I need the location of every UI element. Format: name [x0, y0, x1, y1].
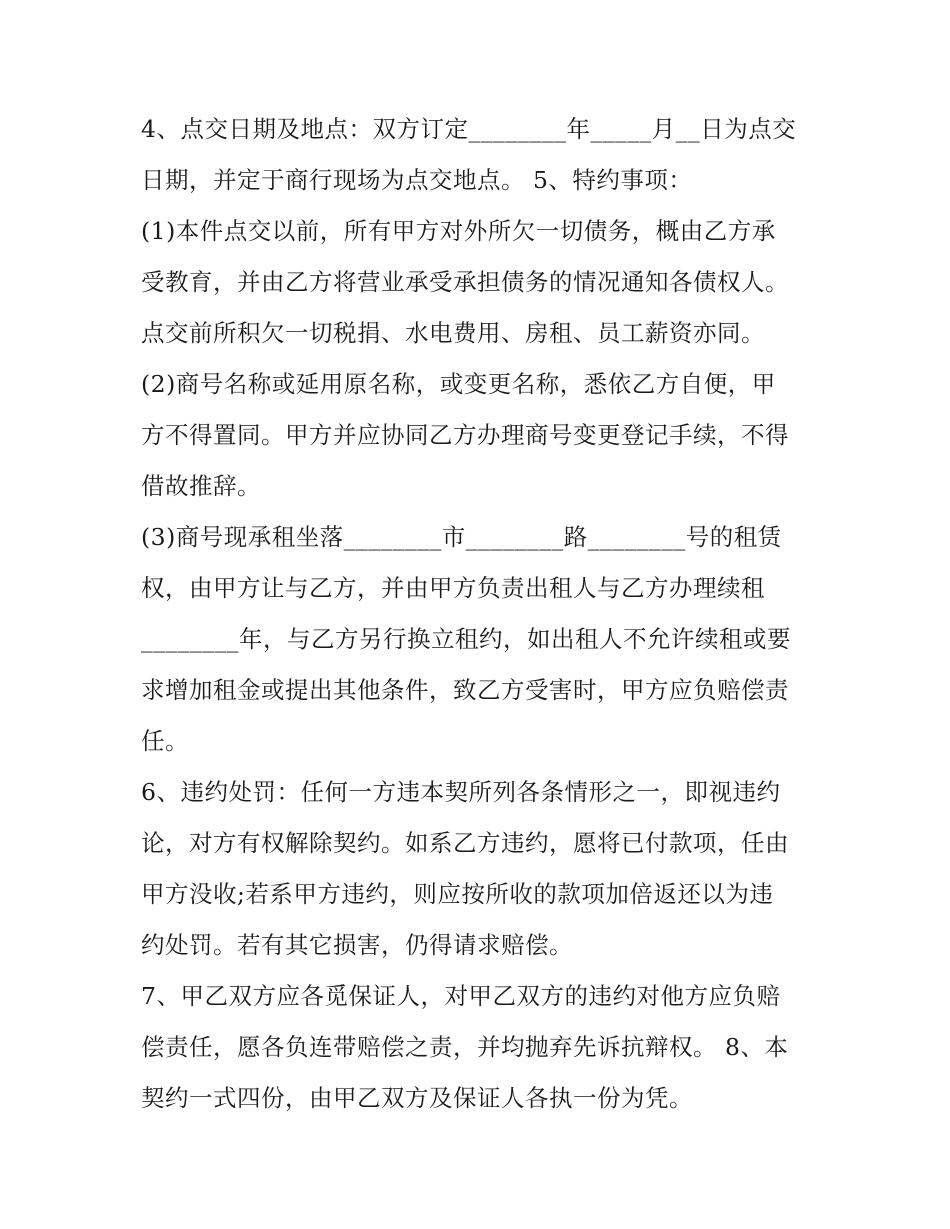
text-line: 任。 — [141, 727, 189, 755]
text-line: 权，由甲方让与乙方，并由甲方负责出租人与乙方办理续租 — [141, 574, 765, 602]
text-line: 受教育，并由乙方将营业承受承担债务的情况通知各债权人。 — [141, 268, 789, 296]
clause-4-delivery — [141, 104, 821, 206]
text-line: 日期，并定于商行现场为点交地点。 5、特约事项： — [141, 166, 693, 194]
text-line: 4、点交日期及地点：双方订定________年_____月__日为点交 — [141, 115, 797, 143]
text-line: 契约一式四份，由甲乙双方及保证人各执一份为凭。 — [141, 1084, 693, 1112]
text-line: 求增加租金或提出其他条件，致乙方受害时，甲方应负赔偿责 — [141, 676, 789, 704]
clause-6-penalty — [141, 767, 821, 971]
document-body — [141, 104, 821, 1124]
text-line: 论，对方有权解除契约。如系乙方违约，愿将已付款项，任由 — [141, 829, 789, 857]
text-line: 借故推辞。 — [141, 472, 261, 500]
text-line: (1)本件点交以前，所有甲方对外所欠一切债务，概由乙方承 — [141, 217, 776, 245]
text-line: 甲方没收;若系甲方违约，则应按所收的款项加倍返还以为违 — [141, 880, 774, 908]
text-line: ________年，与乙方另行换立租约，如出租人不允许续租或要 — [141, 625, 791, 653]
text-line: 方不得置同。甲方并应协同乙方办理商号变更登记手续，不得 — [141, 421, 789, 449]
clause-5-2-trade-name — [141, 359, 821, 512]
clause-5-1-debts — [141, 206, 821, 359]
text-line: 6、违约处罚：任何一方违本契所列各条情形之一，即视违约 — [141, 778, 781, 806]
text-line: 7、甲乙双方应各觅保证人，对甲乙双方的违约对他方应负赔 — [141, 982, 781, 1010]
text-line: 偿责任，愿各负连带赔偿之责，并均抛弃先诉抗辩权。 8、本 — [141, 1033, 789, 1061]
text-line: 约处罚。若有其它损害，仍得请求赔偿。 — [141, 931, 573, 959]
text-line: 点交前所积欠一切税捐、水电费用、房租、员工薪资亦同。 — [141, 319, 765, 347]
clause-5-3-lease — [141, 512, 821, 767]
text-line: (2)商号名称或延用原名称，或变更名称，悉依乙方自便，甲 — [141, 370, 776, 398]
text-line: (3)商号现承租坐落________市________路________号的租赁 — [141, 523, 782, 551]
clause-7-8-guarantors — [141, 971, 821, 1124]
